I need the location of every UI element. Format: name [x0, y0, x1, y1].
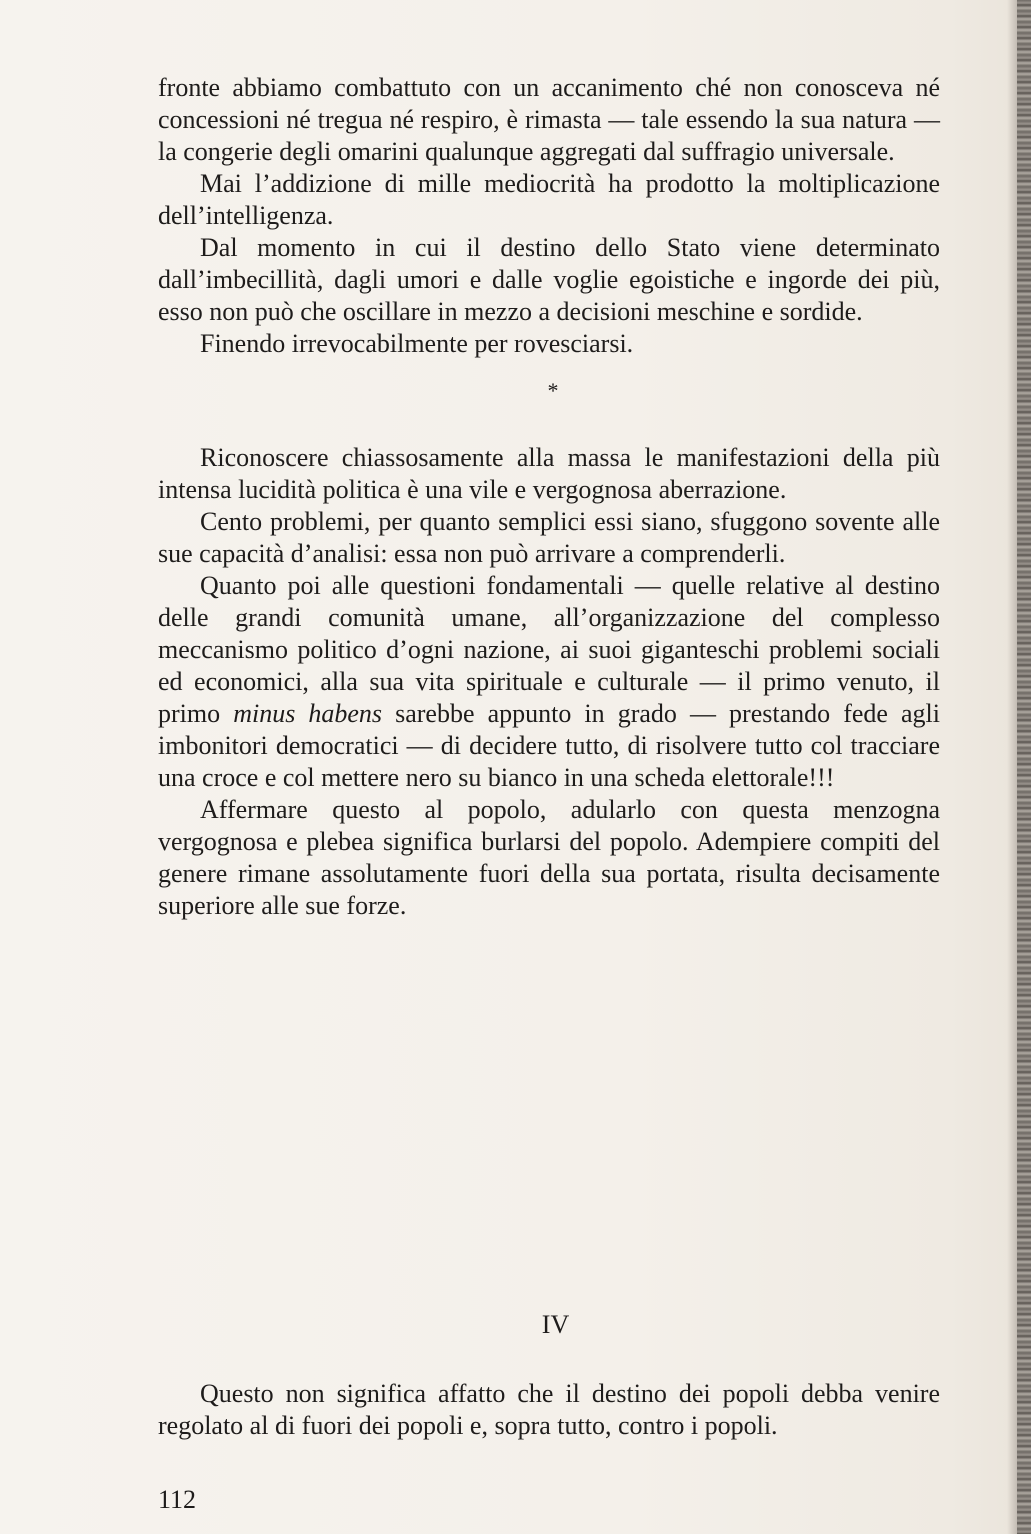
paragraph-7-start: Quanto poi alle questioni fondamentali — quelle relative al destino delle grandi comunità umane, all’organizzazione del complesso meccanismo politico d’ogni nazione, ai suoi giganteschi problemi sociali ed economici, alla sua vita spirituale e culturale — il primo venuto, il primo: [158, 571, 940, 728]
italic-phrase-minus-habens: minus habens: [233, 699, 383, 728]
paragraph-7: [158, 570, 940, 794]
paragraph-4: Finendo irrevocabilmente per rovesciarsi.: [200, 329, 634, 358]
main-text-block: [158, 72, 940, 922]
paragraph-3: Dal momento in cui il destino dello Stato viene determinato dall’imbecillità, dagli umori e dalle voglie egoistiche e ingorde dei più, esso non può che oscillare in mezzo a decisioni meschine e sordide.: [158, 233, 940, 326]
paragraph-8: Affermare questo al popolo, adularlo con questa menzogna vergognosa e plebea significa burlarsi del popolo. Adempiere compiti del genere rimane assolutamente fuori della sua portata, risulta decisamente superiore alle sue forze.: [158, 795, 940, 920]
paragraph-6: Cento problemi, per quanto semplici essi siano, sfuggono sovente alle sue capacità d’analisi: essa non può arrivare a comprenderli.: [158, 507, 940, 568]
page-edge-shadow: [1007, 0, 1017, 1534]
book-page-edges: [1017, 0, 1031, 1534]
page-number: 112: [158, 1485, 197, 1514]
section-separator-asterisk: *: [547, 378, 559, 403]
paragraph-5: Riconoscere chiassosamente alla massa le manifestazioni della più intensa lucidità politica è una vile e vergognosa aberrazione.: [158, 443, 940, 504]
paragraph-2: Mai l’addizione di mille mediocrità ha prodotto la moltiplicazione dell’intelligenza.: [158, 169, 940, 230]
paragraph-1: fronte abbiamo combattuto con un accanimento ché non conosceva né concessioni né tregua né respiro, è rimasta — tale essendo la sua natura — la congerie degli omarini qualunque aggregati dal suffragio universale.: [158, 73, 940, 166]
chapter-text-block: [158, 1378, 940, 1442]
chapter-paragraph-1: Questo non significa affatto che il destino dei popoli debba venire regolato al di fuori dei popoli e, sopra tutto, contro i popoli.: [158, 1379, 940, 1440]
chapter-heading: IV: [541, 1310, 570, 1339]
paragraph-7-end: sarebbe appunto in grado — prestando fede agli imbonitori democratici — di decidere tutto, di risolvere tutto col tracciare una croce e col mettere nero su bianco in una scheda elettorale!!!: [158, 699, 941, 792]
